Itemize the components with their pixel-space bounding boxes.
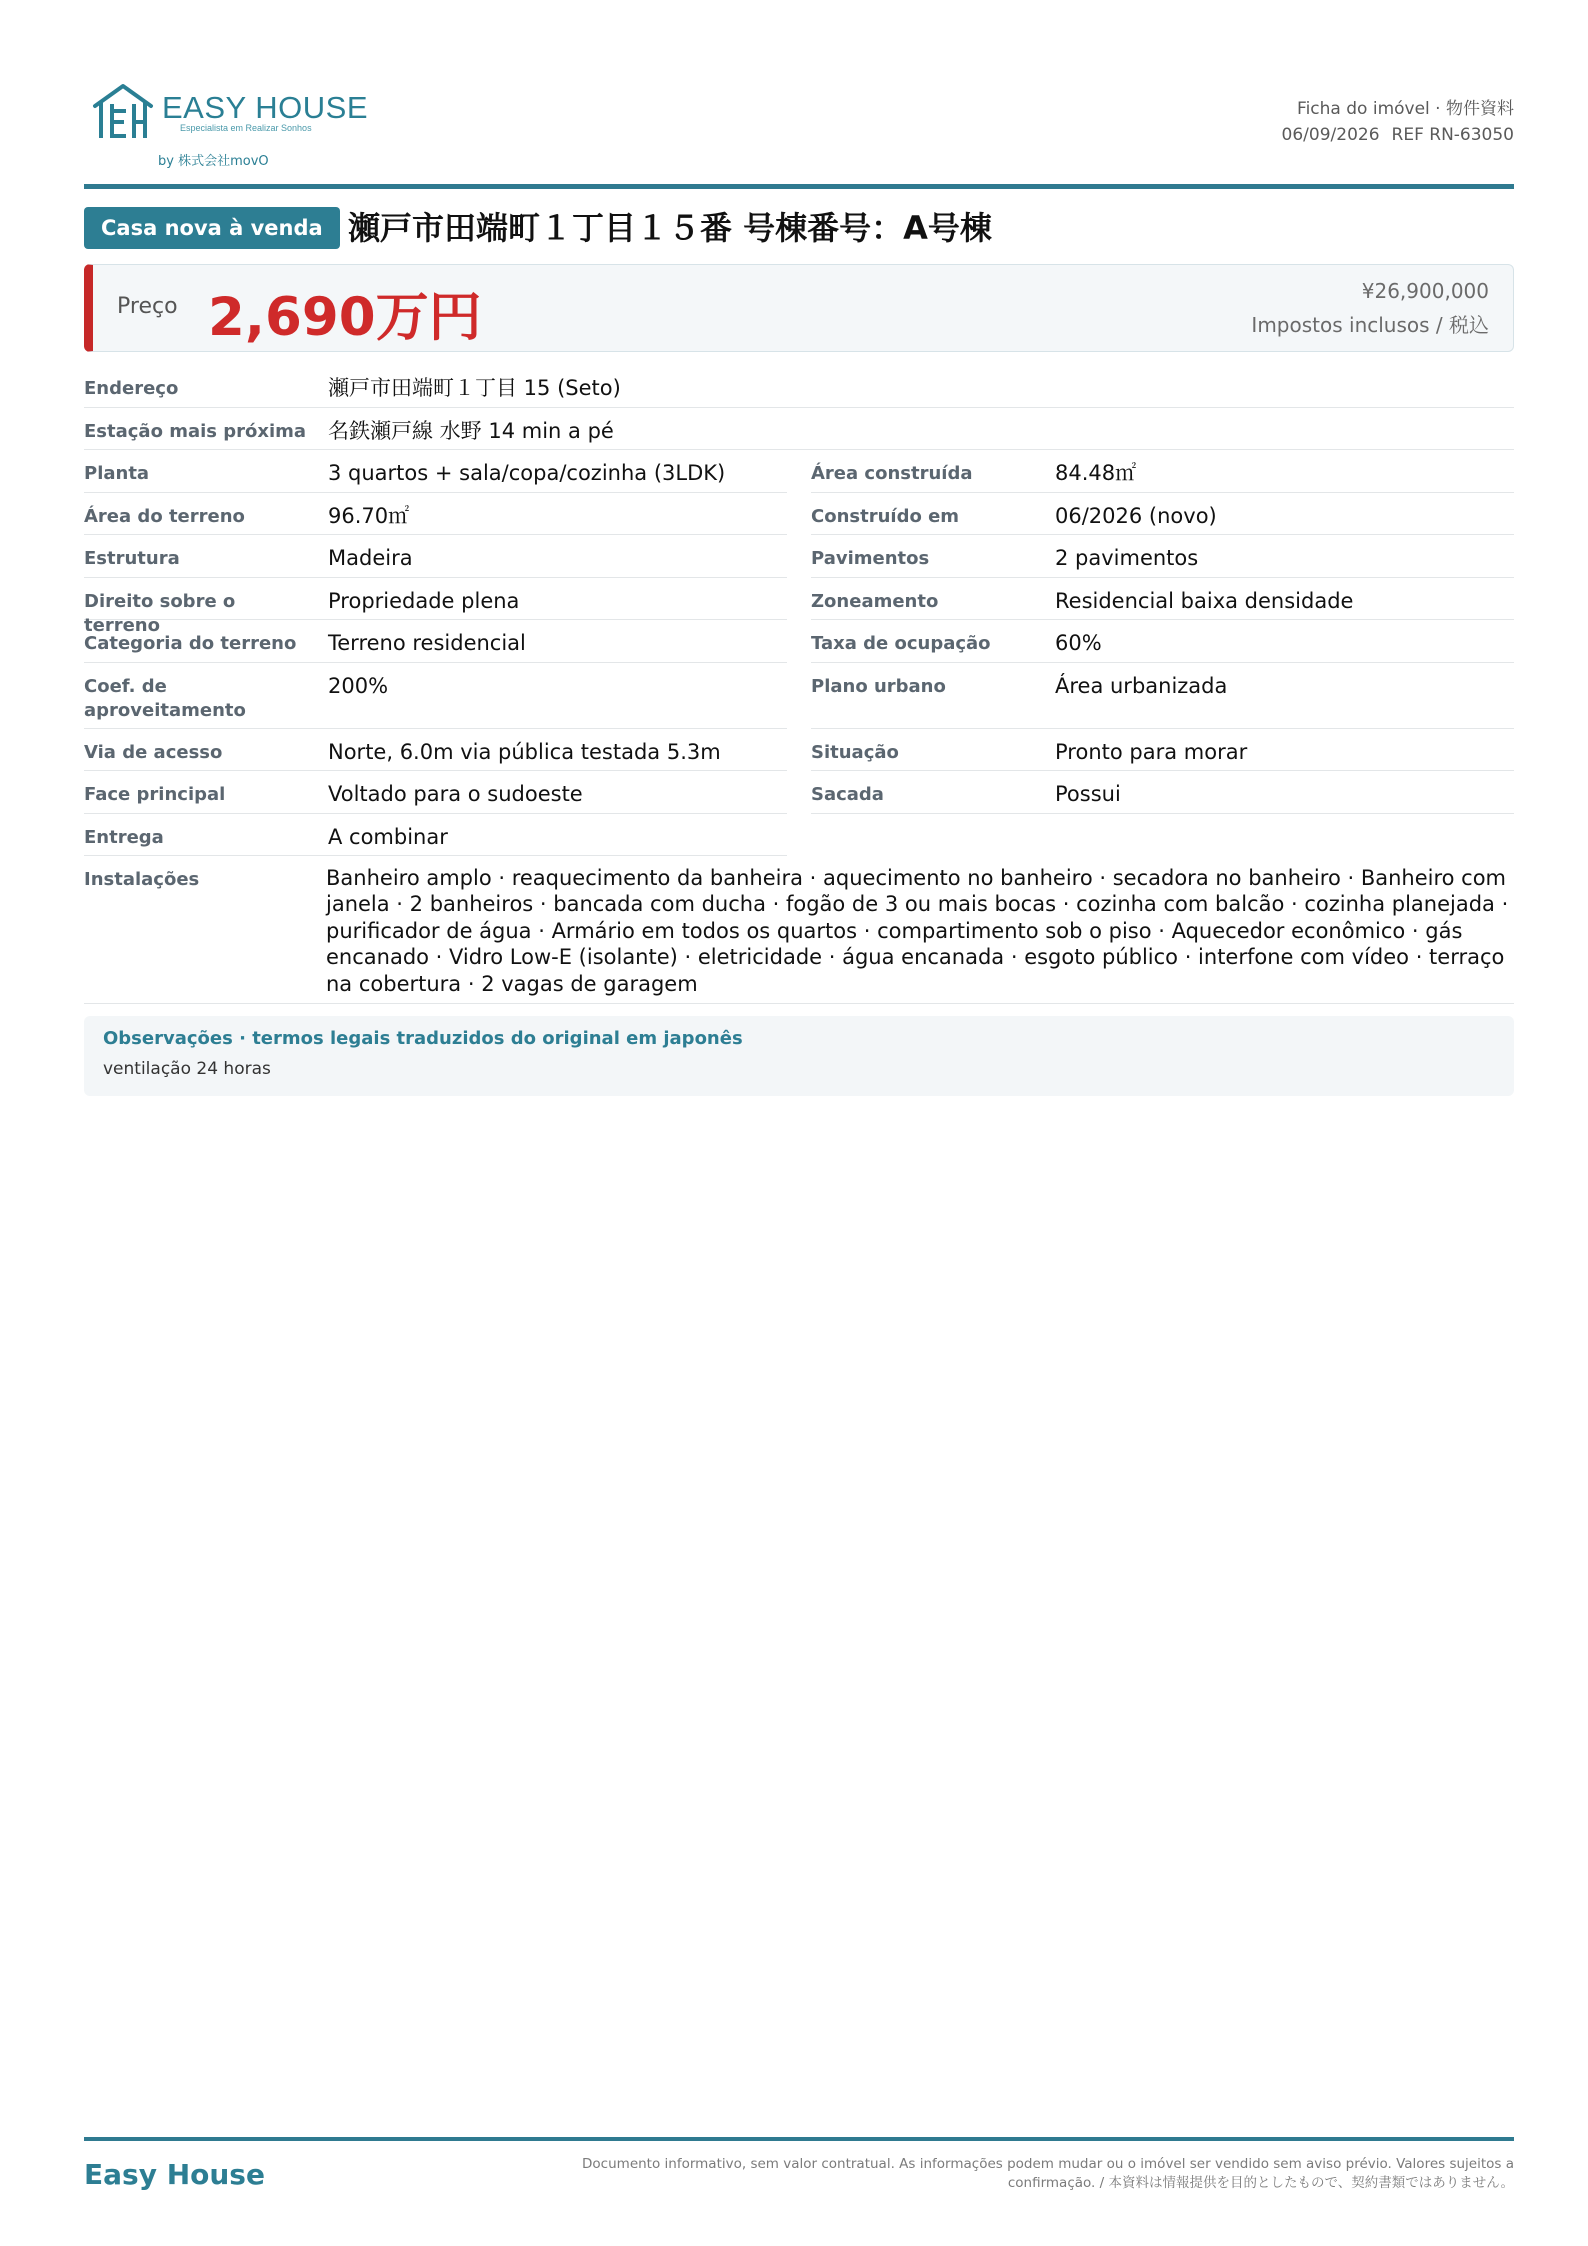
spec-access-road (84, 729, 787, 771)
spec-value: Terreno residencial (328, 631, 526, 655)
spec-value: Residencial baixa densidade (1055, 589, 1354, 613)
spec-status (811, 729, 1514, 771)
footer-disclaimer: Documento informativo, sem valor contratual. As informações podem mudar ou o imóvel ser vendido sem aviso prévio. Valores sujeitos a confirmação. / 本資料は情報提供を目的としたもので、契約書類ではありません。 (582, 2156, 1514, 2191)
spec-built-area (811, 450, 1514, 493)
spec-value: 3 quartos + sala/copa/cozinha (3LDK) (328, 461, 726, 485)
price-yen: ¥26,900,000 (1361, 279, 1489, 303)
spec-zoning (811, 578, 1514, 620)
spec-label: Estação mais próxima (84, 421, 307, 442)
page-title: 瀬戸市田端町１丁目１５番 号棟番号：A号棟 (348, 209, 992, 247)
spec-row (84, 771, 1514, 814)
spec-row (84, 450, 1514, 493)
property-sheet (84, 0, 1514, 2246)
title-row (84, 207, 1514, 251)
spec-label: Estrutura (84, 548, 180, 569)
spec-label: Construído em (811, 506, 960, 527)
observations-box (84, 1016, 1514, 1096)
spec-value: 06/2026 (novo) (1055, 504, 1217, 528)
spec-label: Categoria do terreno (84, 633, 297, 654)
spec-address (84, 365, 1514, 408)
spec-label: Taxa de ocupação (811, 633, 991, 654)
brand-company: by 株式会社movO (158, 154, 269, 169)
header-divider (84, 184, 1514, 189)
brand-name: EASY HOUSE (162, 90, 369, 125)
document-type: Ficha do imóvel · 物件資料 (1297, 99, 1514, 119)
spec-label: Área do terreno (84, 506, 245, 527)
spec-label: Pavimentos (811, 548, 930, 569)
brand-tagline: Especialista em Realizar Sonhos (180, 123, 312, 133)
spec-row (84, 493, 1514, 535)
spec-row (84, 365, 1514, 408)
spec-value: 瀬戸市田端町１丁目 15 (Seto) (328, 376, 621, 400)
spec-floors (811, 535, 1514, 578)
spec-land-rights (84, 578, 787, 636)
spec-value: 2 pavimentos (1055, 546, 1199, 570)
price-tax-note: Impostos inclusos / 税込 (1251, 313, 1489, 337)
spec-row (84, 856, 1514, 1004)
spec-label: Zoneamento (811, 591, 939, 612)
observations-title: Observações · termos legais traduzidos do original em japonês (103, 1028, 743, 1049)
spec-label: Endereço (84, 378, 179, 399)
spec-value: 200% (328, 674, 389, 698)
price-label: Preço (117, 294, 178, 319)
spec-urban-plan (811, 663, 1514, 729)
spec-value: Propriedade plena (328, 589, 520, 613)
spec-row (84, 620, 1514, 663)
spec-row (84, 578, 1514, 636)
spec-label: Via de acesso (84, 742, 223, 763)
spec-label: Plano urbano (811, 676, 946, 697)
spec-facing (84, 771, 787, 814)
spec-coverage (811, 620, 1514, 663)
spec-value: 名鉄瀬戸線 水野 14 min a pé (328, 419, 614, 443)
logo (92, 82, 392, 174)
spec-label: Sacada (811, 784, 884, 805)
house-logo-icon (92, 82, 154, 142)
spec-label: Situação (811, 742, 899, 763)
spec-value: Pronto para morar (1055, 740, 1248, 764)
spec-delivery (84, 814, 787, 856)
spec-row (84, 535, 1514, 578)
spec-label: Instalações (84, 869, 200, 890)
spec-value: A combinar (328, 825, 448, 849)
spec-value: Voltado para o sudoeste (328, 782, 583, 806)
footer-divider (84, 2137, 1514, 2141)
spec-label: Entrega (84, 827, 164, 848)
spec-value: Área urbanizada (1055, 674, 1228, 698)
spec-layout (84, 450, 787, 493)
spec-far (84, 663, 787, 729)
spec-value: Banheiro amplo · reaquecimento da banheira · aquecimento no banheiro · secadora no banheiro · Banheiro com janela · 2 banheiros · bancada com ducha · fogão de 3 ou mais bocas · cozinha com balcão · cozinha planejada · purificador de água · Armário em todos os quartos · compartimento sob o piso · Aquecedor econômico · gás encanado · Vidro Low-E (isolante) · eletricidade · água encanada · esgoto público · interfone com vídeo · terraço na cobertura · 2 vagas de garagem (326, 866, 1509, 996)
spec-row (84, 729, 1514, 771)
spec-label: Face principal (84, 784, 226, 805)
spec-structure (84, 535, 787, 578)
spec-label: Planta (84, 463, 150, 484)
header (84, 82, 1514, 182)
document-date-ref (1282, 122, 1514, 148)
spec-value: Madeira (328, 546, 413, 570)
price-box (84, 264, 1514, 352)
price-value: 2,690万円 (208, 287, 482, 348)
spec-value: 84.48㎡ (1055, 461, 1137, 485)
spec-row (84, 814, 1514, 856)
spec-label: Coef. de aproveitamento (84, 676, 246, 721)
spec-row (84, 663, 1514, 729)
spec-station (84, 408, 1514, 450)
listing-type-badge: Casa nova à venda (84, 207, 340, 249)
spec-label: Direito sobre o terreno (84, 591, 236, 636)
document-meta (1282, 96, 1514, 148)
spec-land-category (84, 620, 787, 663)
observations-text: ventilação 24 horas (103, 1059, 271, 1079)
spec-label: Área construída (811, 463, 973, 484)
spec-land-area (84, 493, 787, 535)
footer-brand: Easy House (84, 2158, 265, 2191)
spec-value: 96.70㎡ (328, 504, 410, 528)
spec-value: Norte, 6.0m via pública testada 5.3m (328, 740, 721, 764)
spec-value: Possui (1055, 782, 1121, 806)
document-date: 06/09/2026 (1281, 125, 1380, 145)
spec-value: 60% (1055, 631, 1102, 655)
spec-facilities (84, 856, 1514, 1004)
spec-balcony (811, 771, 1514, 814)
spec-built-in (811, 493, 1514, 535)
document-ref: REF RN-63050 (1391, 125, 1514, 145)
spec-row (84, 408, 1514, 450)
